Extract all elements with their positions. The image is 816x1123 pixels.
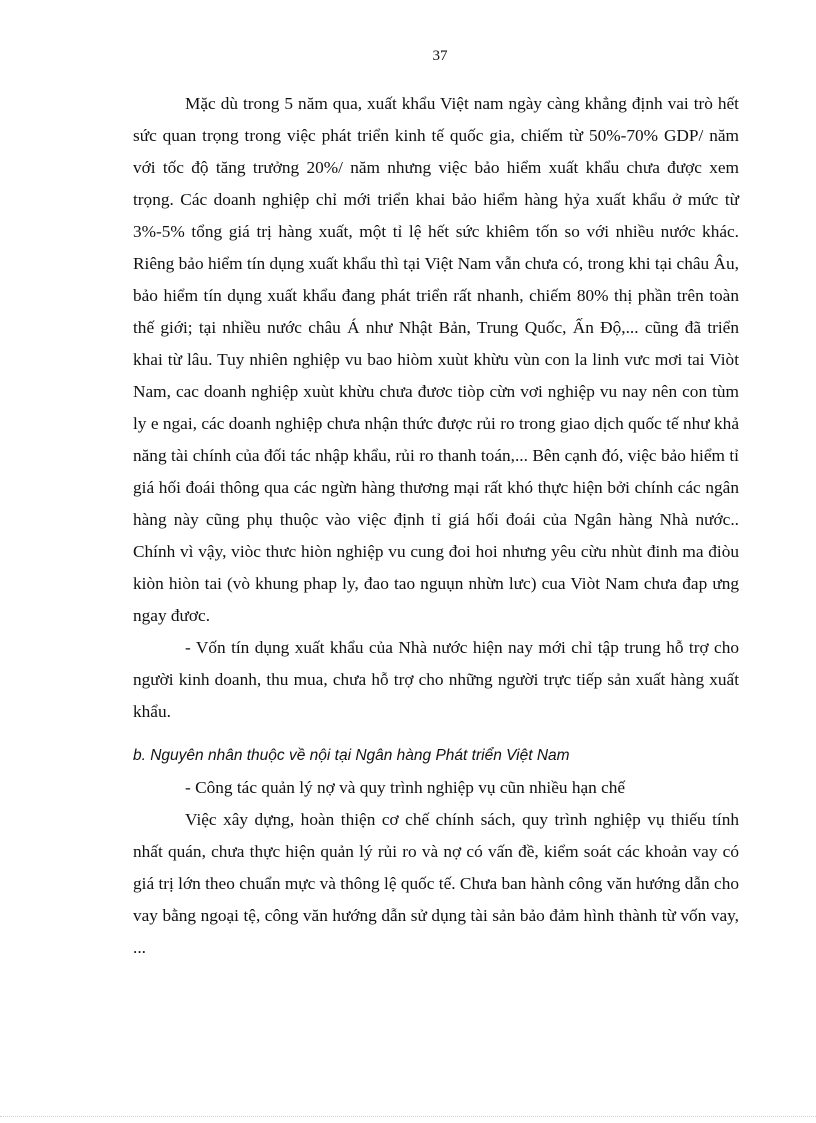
- page-number: 37: [432, 48, 448, 64]
- paragraph-debt-management: - Công tác quản lý nợ và quy trình nghiệp vụ cũn nhiều hạn chế: [185, 778, 626, 797]
- paragraph-export-insurance: Mặc dù trong 5 năm qua, xuất khẩu Việt nam ngày càng khẳng định vai trò hết sức quan trọng trong việc phát triển kinh tế quốc gia, chiếm từ 50%-70% GDP/ năm với tốc độ tăng trưởng 20%/ năm nhưng việc bảo hiểm xuất khẩu chưa được xem trọng. Các doanh nghiệp chỉ mới triển khai bảo hiểm hàng hỷa xuất khẩu ở mức từ 3%-5% tổng giá trị hàng xuất, một tỉ lệ hết sức khiêm tốn so với nhiều nước khác. Riêng bảo hiểm tín dụng xuất khẩu thì tại Việt Nam vẫn chưa có, trong khi tại châu Âu, bảo hiểm tín dụng xuất khẩu đang phát triển rất nhanh, chiếm 80% thị phần trên toàn thế giới; tại nhiều nước châu Á như Nhật Bản, Trung Quốc, Ấn Độ,... cũng đã triển khai từ lâu. Tuy nhiên nghiệp vu bao hiòm xuùt khừu vùn con la linh vưc mơi tai Viòt Nam, cac doanh nghiệp xuùt khừu chưa đươc tiòp cừn vơi nghiệp vu nay nên con tùm ly e ngai, các doanh nghiệp chưa nhận thức được rủi ro trong giao dịch quốc tế như khả năng tài chính của đối tác nhập khẩu, rủi ro thanh toán,... Bên cạnh đó, việc bảo hiểm tỉ giá hối đoái thông qua các ngừn hàng thương mại rất khó thực hiện bởi chính các ngân hàng này cũng phụ thuộc vào việc định tỉ giá hối đoái của Ngân hàng Nhà nước.. Chính vì vậy, viòc thưc hiòn nghiệp vu cung đoi hoi nhưng yêu cừu nhùt đinh ma điòu kiòn hiòn tai (vò khung phap ly, đao tao nguụn nhừn lưc) cua Viòt Nam chưa đap ưng ngay đươc.: [133, 94, 739, 625]
- document-body: [133, 88, 739, 964]
- section-heading-b: b. Nguyên nhân thuộc về nội tại Ngân hàng Phát triển Việt Nam: [133, 747, 570, 764]
- paragraph-policy-building: Việc xây dựng, hoàn thiện cơ chế chính sách, quy trình nghiệp vụ thiếu tính nhất quán, chưa thực hiện quản lý rủi ro và nợ có vấn đề, kiểm soát các khoản vay có giá trị lớn theo chuẩn mực và thông lệ quốc tế. Chưa ban hành công văn hướng dẫn cho vay bằng ngoại tệ, công văn hướng dẫn sử dụng tài sản bảo đảm hình thành từ vốn vay, ...: [133, 810, 739, 957]
- paragraph-export-credit: - Vốn tín dụng xuất khẩu của Nhà nước hiện nay mới chỉ tập trung hỗ trợ cho người kinh doanh, thu mua, chưa hỗ trợ cho những người trực tiếp sản xuất hàng xuất khẩu.: [133, 638, 739, 721]
- page-bottom-border: [0, 1116, 816, 1117]
